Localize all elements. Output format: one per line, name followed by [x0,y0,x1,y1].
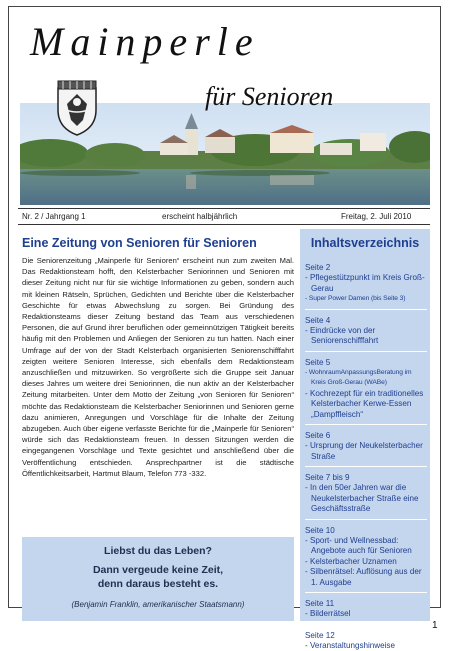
toc-entry: - Sport- und Wellnessbad: Angebote auch für Senioren [305,536,427,557]
masthead-subtitle: für Senioren [205,82,333,112]
article-body: Die Seniorenzeitung „Mainperle für Senioren“ erscheint nun zum zweiten Mal. Das Redaktionsteam hofft, den Kelsterbacher Seniorinnen und Senioren mit dieser Zeitung nicht nur für sie wichtige Informationen zu geben, sondern auch mit kleinen Rätseln, Sprüchen, Gedichten und Berichte über die Kelsterbacher Geschichte für etwas Abwechslung zu sorgen. Bei Gründung des Redaktionsteams dieser Zeitung bestand das Team aus verschiedenen Personen, die auf Grund ihrer beruflichen oder gemeinnützigen Tätigkeit bereits häufig mit den Problemen und Anliegen der Senioren zu tun hatten. Nach einer Umfrage auf der von der Stadt Kelsterbach organisierten Seniorenschifffahrt zeigten weitere Senioren Interesse, sich ebenfalls dem Redaktionsteam anzuschließen und mitzuwirken. So vergrößerte sich die Gruppe seit Januar dieses Jahres um weitere drei Seniorinnen, die nun aktiv an der Kelsterbacher Zeitung mitarbeiten. Unter dem Motto der Zeitung „von Senioren für Senioren“ möchte das Redaktionsteam die Kelsterbacher Seniorinnen und Senioren gerne dazu animieren, Anregungen und Vorschläge für die Inhalte der Zeitung abzugeben. Auch über eigene verfasste Berichte für die „Mainperle für Senioren“ würde sich das Redaktionsteam freuen. In dessen Sitzungen werden die eingegangenen Vorschläge und Texte gesichtet und anschließend über die Veröffentlichung entschieden. Ansprechpartner ist die städtische Öffentlichkeitsarbeit, Hartmut Blaum, Telefon 773 -332. [22,255,294,479]
issue-number: Nr. 2 / Jahrgang 1 [22,212,86,221]
issue-date: Freitag, 2. Juli 2010 [341,212,411,221]
toc-divider [305,592,427,593]
toc-divider [305,351,427,352]
toc-entry: - Veranstaltungshinweise [305,641,427,651]
toc-divider [305,466,427,467]
toc-page-label: Seite 6 [305,431,427,441]
toc-divider [305,309,427,310]
coat-of-arms-icon [54,80,100,136]
masthead-title: Mainperle [30,18,260,65]
toc-divider [305,624,427,625]
quote-box [22,537,294,621]
toc-entry: - Super Power Damen (bis Seite 3) [305,294,427,305]
quote-answer-line-2: denn daraus besteht es. [22,577,294,591]
toc-entry: - Bilderrätsel [305,609,427,620]
quote-attribution: (Benjamin Franklin, amerikanischer Staatsmann) [22,600,294,609]
toc-page-label: Seite 10 [305,526,427,536]
toc-entry: - Kochrezept für ein traditionelles Kelsterbacher Kerwe-Essen „Dampffleisch“ [305,389,427,421]
bottom-divider [18,224,430,225]
toc-entry: - Ursprung der Neukelsterbacher Straße [305,441,427,462]
quote-answer [22,563,294,591]
issue-frequency: erscheint halbjährlich [162,212,237,221]
toc-entry: - Kelsterbacher Uznamen [305,557,427,568]
quote-question: Liebst du das Leben? [22,545,294,557]
quote-answer-line-1: Dann vergeude keine Zeit, [22,563,294,577]
top-divider [18,208,430,209]
toc-title: Inhaltsverzeichnis [300,236,430,250]
toc-entry: - WohnraumAnpassungsBeratung im Kreis Groß-Gerau (WABe) [305,368,427,389]
toc-entry: - Pflegestützpunkt im Kreis Groß-Gerau [305,273,427,294]
toc-page-label: Seite 5 [305,358,427,368]
toc-entry: - In den 50er Jahren war die Neukelsterbacher Straße eine Geschäftsstraße [305,483,427,515]
toc-entry: - Silbenrätsel: Auflösung aus der 1. Ausgabe [305,567,427,588]
toc-page-label: Seite 2 [305,263,427,273]
toc-page-label: Seite 7 bis 9 [305,473,427,483]
toc-divider [305,424,427,425]
table-of-contents [300,229,430,621]
toc-page-label: Seite 12 [305,631,427,641]
toc-entry: - Eindrücke von der Seniorenschifffahrt [305,326,427,347]
toc-page-label: Seite 11 [305,599,427,609]
toc-page-label: Seite 4 [305,316,427,326]
page-number: 1 [432,620,438,631]
article-headline: Eine Zeitung von Senioren für Senioren [22,236,257,250]
toc-list [305,257,427,651]
toc-divider [305,519,427,520]
